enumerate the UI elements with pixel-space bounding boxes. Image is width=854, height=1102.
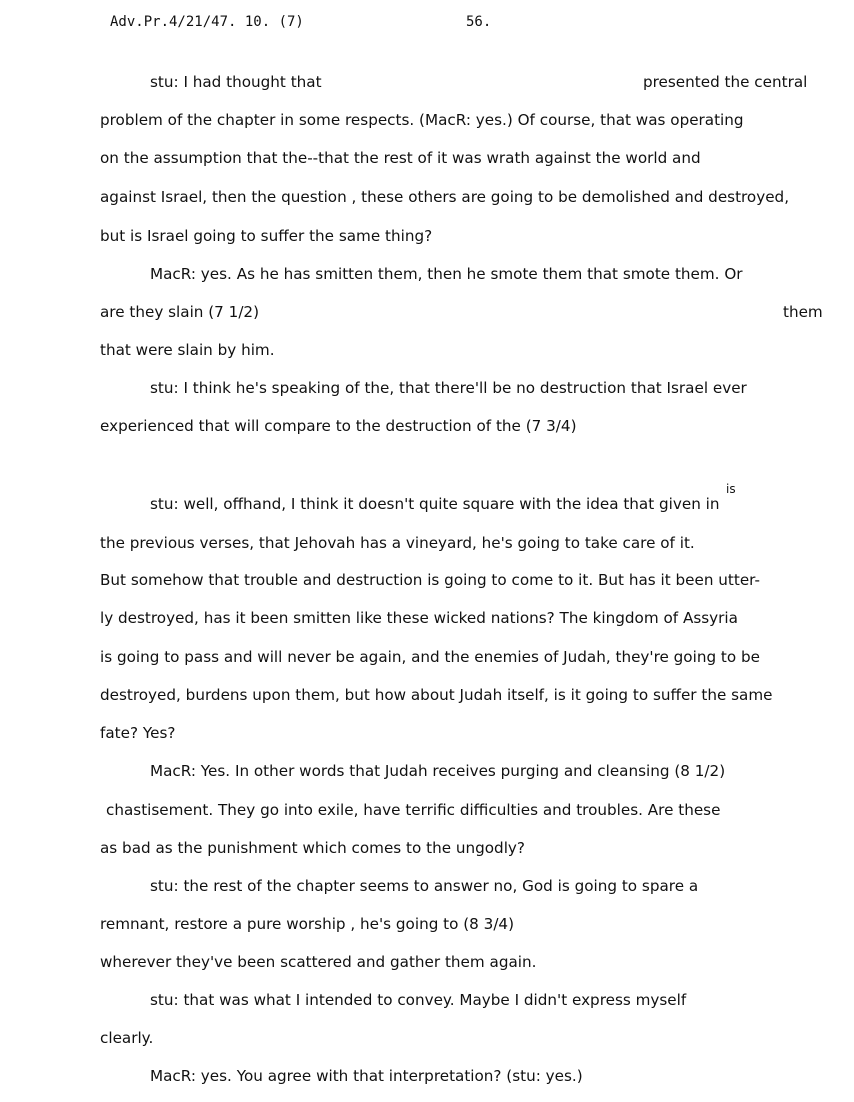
text-line: stu: well, offhand, I think it doesn't quite square with the idea that given in [150,495,720,513]
text-line: MacR: Yes. In other words that Judah receives purging and cleansing (8 1/2) [150,762,726,780]
text-line: MacR: yes. You agree with that interpretation? (stu: yes.) [150,1067,583,1085]
page-number: 56. [466,14,492,30]
text-line: on the assumption that the--that the rest of it was wrath against the world and [100,149,701,167]
text-line: stu: the rest of the chapter seems to answer no, God is going to spare a [150,877,699,895]
text-line: stu: I had thought that [150,73,322,91]
text-line: experienced that will compare to the destruction of the (7 3/4) [100,417,577,435]
text-line: stu: I think he's speaking of the, that there'll be no destruction that Israel ever [150,379,747,397]
text-line: are they slain (7 1/2) [100,303,260,321]
text-line: but is Israel going to suffer the same thing? [100,227,433,245]
handwritten-insertion: is [726,482,736,496]
text-line: ly destroyed, has it been smitten like these wicked nations? The kingdom of Assyria [100,609,738,627]
text-line: problem of the chapter in some respects. (MacR: yes.) Of course, that was operating [100,111,744,129]
text-line: clearly. [100,1029,154,1047]
text-line: presented the central [643,73,808,91]
text-line: But somehow that trouble and destruction is going to come to it. But has it been utter- [100,571,760,589]
text-line: stu: that was what I intended to convey. Maybe I didn't express myself [150,991,687,1009]
text-line: them [783,303,823,321]
text-line: fate? Yes? [100,724,176,742]
text-line: chastisement. They go into exile, have terrific difficulties and troubles. Are these [106,801,721,819]
document-reference: Adv.Pr.4/21/47. 10. (7) [110,14,304,30]
text-line: against Israel, then the question , these others are going to be demolished and destroyed, [100,188,790,206]
text-line: the previous verses, that Jehovah has a vineyard, he's going to take care of it. [100,534,695,552]
text-line: as bad as the punishment which comes to the ungodly? [100,839,525,857]
text-line: remnant, restore a pure worship , he's going to (8 3/4) [100,915,515,933]
text-line: is going to pass and will never be again, and the enemies of Judah, they're going to be [100,648,760,666]
text-line: that were slain by him. [100,341,275,359]
text-line: MacR: yes. As he has smitten them, then he smote them that smote them. Or [150,265,743,283]
text-line: destroyed, burdens upon them, but how about Judah itself, is it going to suffer the same [100,686,773,704]
text-line: wherever they've been scattered and gather them again. [100,953,537,971]
